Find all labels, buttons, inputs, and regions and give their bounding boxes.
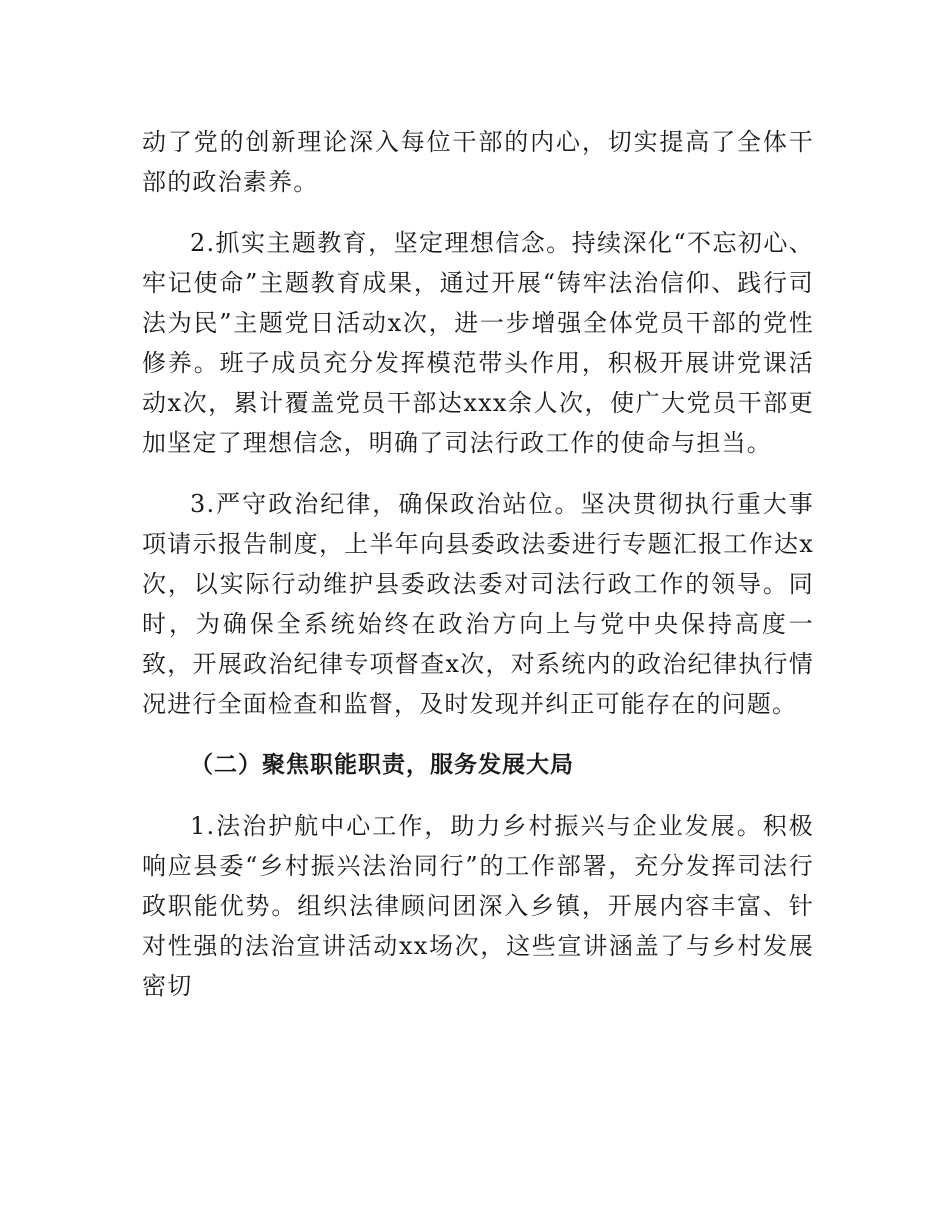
paragraph-continuation: 动了党的创新理论深入每位干部的内心，切实提高了全体干部的政治素养。 <box>142 128 814 196</box>
paragraph-theme-education: 2.抓实主题教育，坚定理想信念。持续深化“不忘初心、牢记使命”主题教育成果，通过开展“铸牢法治信仰、践行司法为民”主题党日活动x次，进一步增强全体党员干部的党性修养。班子成员充分发挥模范带头作用，积极开展讲党课活动x次，累计覆盖党员干部达xxx余人次，使广大党员干部更加坚定了理想信念，明确了司法行政工作的使命与担当。 <box>142 229 814 457</box>
paragraph-rule-of-law-escort: 1.法治护航中心工作，助力乡村振兴与企业发展。积极响应县委“乡村振兴法治同行”的工作部署，充分发挥司法行政职能优势。组织法律顾问团深入乡镇，开展内容丰富、针对性强的法治宣讲活动xx场次，这些宣讲涵盖了与乡村发展密切 <box>142 812 814 1000</box>
document-body <box>142 122 814 1006</box>
paragraph-political-discipline: 3.严守政治纪律，确保政治站位。坚决贯彻执行重大事项请示报告制度，上半年向县委政法委进行专题汇报工作达x次，以实际行动维护县委政法委对司法行政工作的领导。同时，为确保全系统始终在政治方向上与党中央保持高度一致，开展政治纪律专项督查x次，对系统内的政治纪律执行情况进行全面检查和监督，及时发现并纠正可能存在的问题。 <box>142 490 814 718</box>
section-heading: （二）聚焦职能职责，服务发展大局 <box>190 752 574 778</box>
